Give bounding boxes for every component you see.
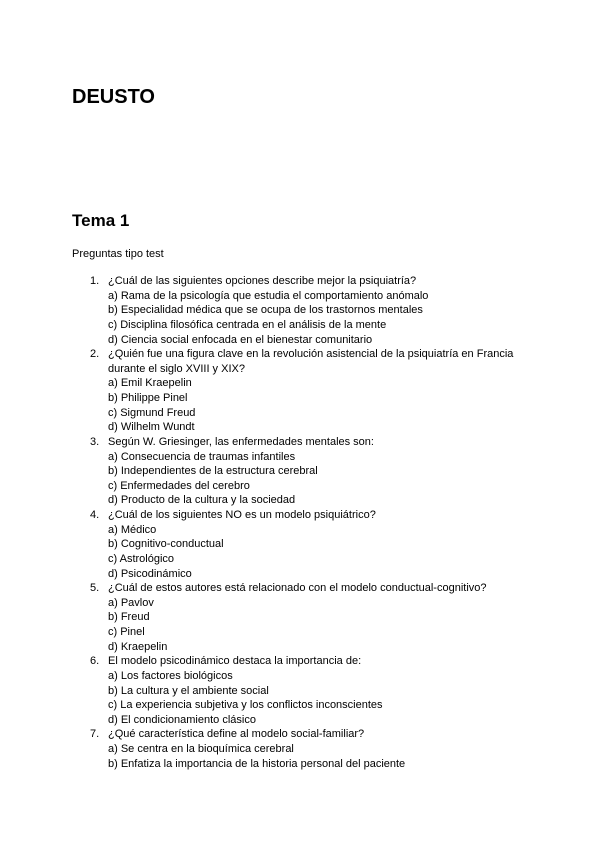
section-title: Tema 1 xyxy=(72,211,130,230)
question-item xyxy=(0,435,600,508)
question-item xyxy=(0,508,600,581)
answer-option: c) Disciplina filosófica centrada en el análisis de la mente xyxy=(108,318,387,331)
question-item xyxy=(0,581,600,654)
question-number: 4. xyxy=(90,509,100,521)
answer-option: a) Emil Kraepelin xyxy=(108,377,192,390)
answer-option: c) Astrológico xyxy=(108,552,175,565)
answer-option: d) El condicionamiento clásico xyxy=(108,713,256,726)
question-text: ¿Cuál de las siguientes opciones describe mejor la psiquiatría? xyxy=(108,275,417,287)
question-item xyxy=(0,654,600,727)
answer-option: a) Médico xyxy=(108,523,157,536)
question-item xyxy=(0,727,600,771)
answer-option: c) Pinel xyxy=(108,626,145,638)
question-text: El modelo psicodinámico destaca la importancia de: xyxy=(108,655,362,668)
intro-text: Preguntas tipo test xyxy=(72,248,164,260)
answer-option: d) Kraepelin xyxy=(108,640,168,653)
document-title: DEUSTO xyxy=(72,86,155,108)
question-number: 7. xyxy=(90,728,100,741)
answer-option: c) La experiencia subjetiva y los conflictos inconscientes xyxy=(108,699,383,712)
question-text: ¿Cuál de estos autores está relacionado con el modelo conductual-cognitivo? xyxy=(108,582,487,595)
question-number: 6. xyxy=(90,655,100,668)
answer-option: b) Independientes de la estructura cerebral xyxy=(108,465,318,478)
answer-option: d) Wilhelm Wundt xyxy=(108,421,195,434)
answer-option: d) Producto de la cultura y la sociedad xyxy=(108,494,296,507)
answer-option: a) Consecuencia de traumas infantiles xyxy=(108,450,296,463)
answer-option: d) Ciencia social enfocada en el bienestar comunitario xyxy=(108,333,373,346)
question-text: Según W. Griesinger, las enfermedades mentales son: xyxy=(108,435,374,448)
question-item xyxy=(0,347,600,435)
question-number: 2. xyxy=(90,348,100,361)
answer-option: b) Especialidad médica que se ocupa de los trastornos mentales xyxy=(108,304,423,317)
question-number: 1. xyxy=(90,275,100,287)
answer-option: b) Freud xyxy=(108,611,150,624)
answer-option: c) Sigmund Freud xyxy=(108,406,196,419)
answer-option: b) Cognitivo-conductual xyxy=(108,538,224,551)
answer-option: c) Enfermedades del cerebro xyxy=(108,479,250,492)
answer-option: b) Philippe Pinel xyxy=(108,392,188,404)
question-text: ¿Quién fue una figura clave en la revolución asistencial de la psiquiatría en Francia durante el siglo XVIII y XIX? xyxy=(108,348,514,375)
answer-option: a) Los factores biológicos xyxy=(108,669,233,682)
answer-option: b) Enfatiza la importancia de la historia personal del paciente xyxy=(108,757,406,770)
question-text: ¿Qué característica define al modelo social-familiar? xyxy=(108,728,365,741)
question-number: 3. xyxy=(90,435,100,448)
question-item xyxy=(0,274,600,347)
question-text: ¿Cuál de los siguientes NO es un modelo psiquiátrico? xyxy=(108,509,376,521)
answer-option: a) Rama de la psicología que estudia el comportamiento anómalo xyxy=(108,289,429,302)
question-number: 5. xyxy=(90,582,100,595)
answer-option: b) La cultura y el ambiente social xyxy=(108,684,269,697)
answer-option: d) Psicodinámico xyxy=(108,567,192,580)
question-list xyxy=(0,274,600,771)
answer-option: a) Pavlov xyxy=(108,596,154,609)
answer-option: a) Se centra en la bioquímica cerebral xyxy=(108,743,294,755)
